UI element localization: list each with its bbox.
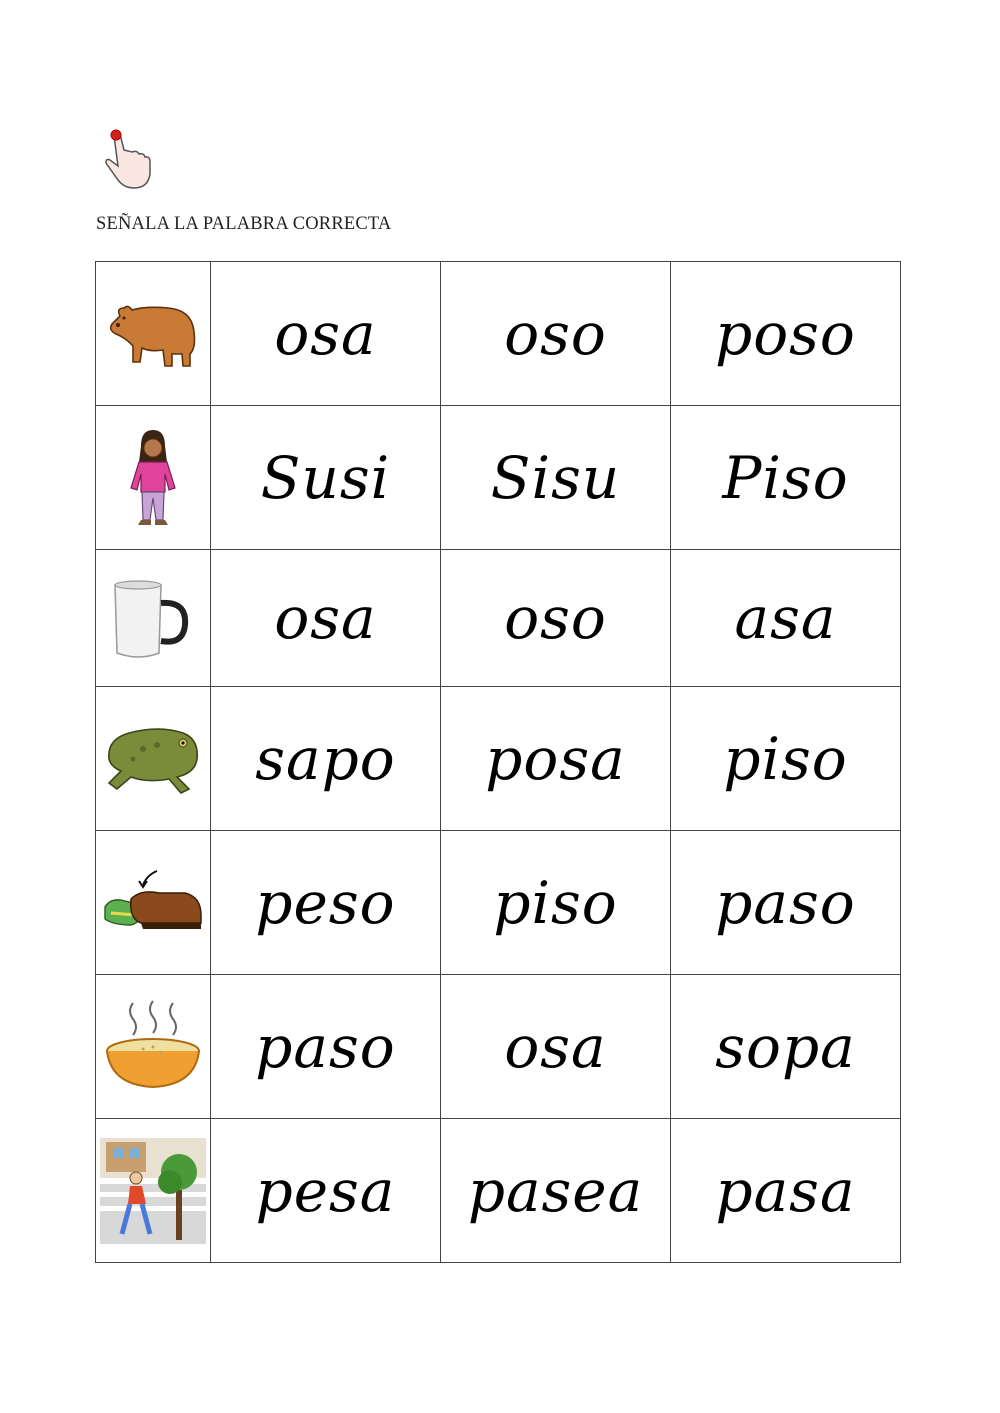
word-option[interactable]: poso bbox=[671, 262, 901, 406]
word-option[interactable]: Sisu bbox=[441, 406, 671, 550]
table-row bbox=[96, 687, 901, 831]
toad-icon bbox=[103, 719, 203, 799]
word-option[interactable]: oso bbox=[441, 262, 671, 406]
word-option[interactable]: sapo bbox=[211, 687, 441, 831]
bear-icon bbox=[106, 298, 200, 370]
word-option[interactable]: posa bbox=[441, 687, 671, 831]
word-option[interactable]: Susi bbox=[211, 406, 441, 550]
word-option[interactable]: sopa bbox=[671, 975, 901, 1119]
table-row bbox=[96, 550, 901, 687]
table-row bbox=[96, 262, 901, 406]
stepping-shoe-icon bbox=[101, 863, 205, 943]
word-option[interactable]: pasa bbox=[671, 1119, 901, 1263]
word-option[interactable]: asa bbox=[671, 550, 901, 687]
word-option[interactable]: paso bbox=[671, 831, 901, 975]
picture-cell bbox=[96, 406, 211, 550]
instruction-text: SEÑALA LA PALABRA CORRECTA bbox=[96, 214, 392, 234]
word-option[interactable]: paso bbox=[211, 975, 441, 1119]
walking-person-icon bbox=[100, 1138, 206, 1244]
table-row bbox=[96, 831, 901, 975]
word-option[interactable]: osa bbox=[211, 262, 441, 406]
table-row bbox=[96, 406, 901, 550]
word-option[interactable]: oso bbox=[441, 550, 671, 687]
word-choice-table bbox=[95, 261, 901, 1263]
pointing-hand-icon bbox=[100, 126, 156, 192]
word-option[interactable]: osa bbox=[211, 550, 441, 687]
word-option[interactable]: peso bbox=[211, 831, 441, 975]
word-option[interactable]: piso bbox=[441, 831, 671, 975]
girl-icon bbox=[123, 426, 183, 530]
word-option[interactable]: piso bbox=[671, 687, 901, 831]
picture-cell bbox=[96, 975, 211, 1119]
picture-cell bbox=[96, 831, 211, 975]
picture-cell bbox=[96, 1119, 211, 1263]
picture-cell bbox=[96, 687, 211, 831]
picture-cell bbox=[96, 262, 211, 406]
cup-icon bbox=[111, 573, 195, 663]
word-option[interactable]: osa bbox=[441, 975, 671, 1119]
word-option[interactable]: pesa bbox=[211, 1119, 441, 1263]
word-option[interactable]: Piso bbox=[671, 406, 901, 550]
soup-bowl-icon bbox=[103, 999, 203, 1095]
table-row bbox=[96, 1119, 901, 1263]
picture-cell bbox=[96, 550, 211, 687]
table-row bbox=[96, 975, 901, 1119]
word-option[interactable]: pasea bbox=[441, 1119, 671, 1263]
